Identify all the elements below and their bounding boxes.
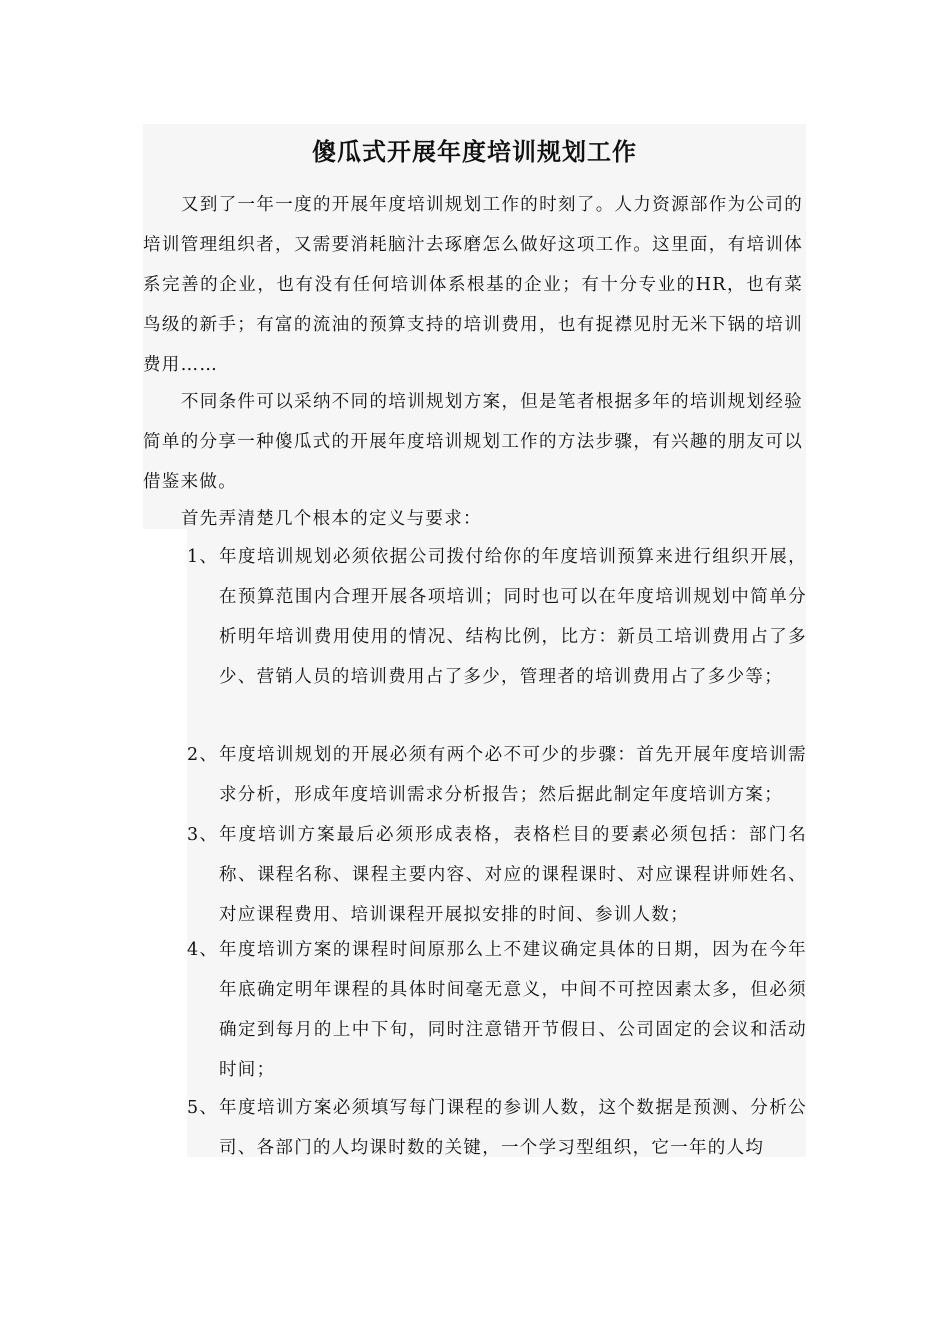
document-title: 傻瓜式开展年度培训规划工作 (312, 137, 637, 166)
list-item-text: 年度培训方案的课程时间原那么上不建议确定具体的日期，因为在今年年底确定明年课程的具体时间毫无意义，中间不可控因素太多，但必须确定到每月的上中下旬，同时注意错开节假日、公司固定的会议和活动时间； (219, 940, 807, 1080)
requirements-lead-paragraph: 首先弄清楚几个根本的定义与要求： (181, 509, 482, 529)
list-item (187, 1088, 807, 1157)
list-item-number: 3、 (187, 825, 219, 845)
list-item-number: 1、 (187, 547, 219, 567)
approach-paragraph: 不同条件可以采纳不同的培训规划方案，但是笔者根据多年的培训规划经验简单的分享一种傻瓜式的开展年度培训规划工作的方法步骤，有兴趣的朋友可以借鉴来做。 (143, 392, 803, 492)
list-item-number: 2、 (187, 745, 219, 765)
list-item-number: 5、 (187, 1098, 219, 1118)
intro-paragraph: 又到了一年一度的开展年度培训规划工作的时刻了。人力资源部作为公司的培训管理组织者，又需要消耗脑汁去琢磨怎么做好这项工作。这里面，有培训体系完善的企业，也有没有任何培训体系根基的企业；有十分专业的HR，也有菜鸟级的新手；有富的流油的预算支持的培训费用，也有捉襟见肘无米下锅的培训费用…… (143, 195, 803, 375)
list-item (187, 537, 807, 697)
list-item (187, 735, 807, 815)
list-item (187, 930, 807, 1090)
list-item-text: 年度培训规划必须依据公司拨付给你的年度培训预算来进行组织开展，在预算范围内合理开展各项培训；同时也可以在年度培训规划中简单分析明年培训费用使用的情况、结构比例，比方：新员工培训费用占了多少、营销人员的培训费用占了多少，管理者的培训费用占了多少等； (219, 547, 807, 687)
list-item-text: 年度培训方案必须填写每门课程的参训人数，这个数据是预测、分析公司、各部门的人均课时数的关键，一个学习型组织，它一年的人均 (219, 1098, 807, 1157)
list-item-text: 年度培训规划的开展必须有两个必不可少的步骤：首先开展年度培训需求分析，形成年度培训需求分析报告；然后据此制定年度培训方案； (219, 745, 807, 805)
list-item (187, 815, 807, 935)
list-item-number: 4、 (187, 940, 219, 960)
list-item-text: 年度培训方案最后必须形成表格，表格栏目的要素必须包括：部门名称、课程名称、课程主要内容、对应的课程课时、对应课程讲师姓名、对应课程费用、培训课程开展拟安排的时间、参训人数； (219, 825, 807, 925)
